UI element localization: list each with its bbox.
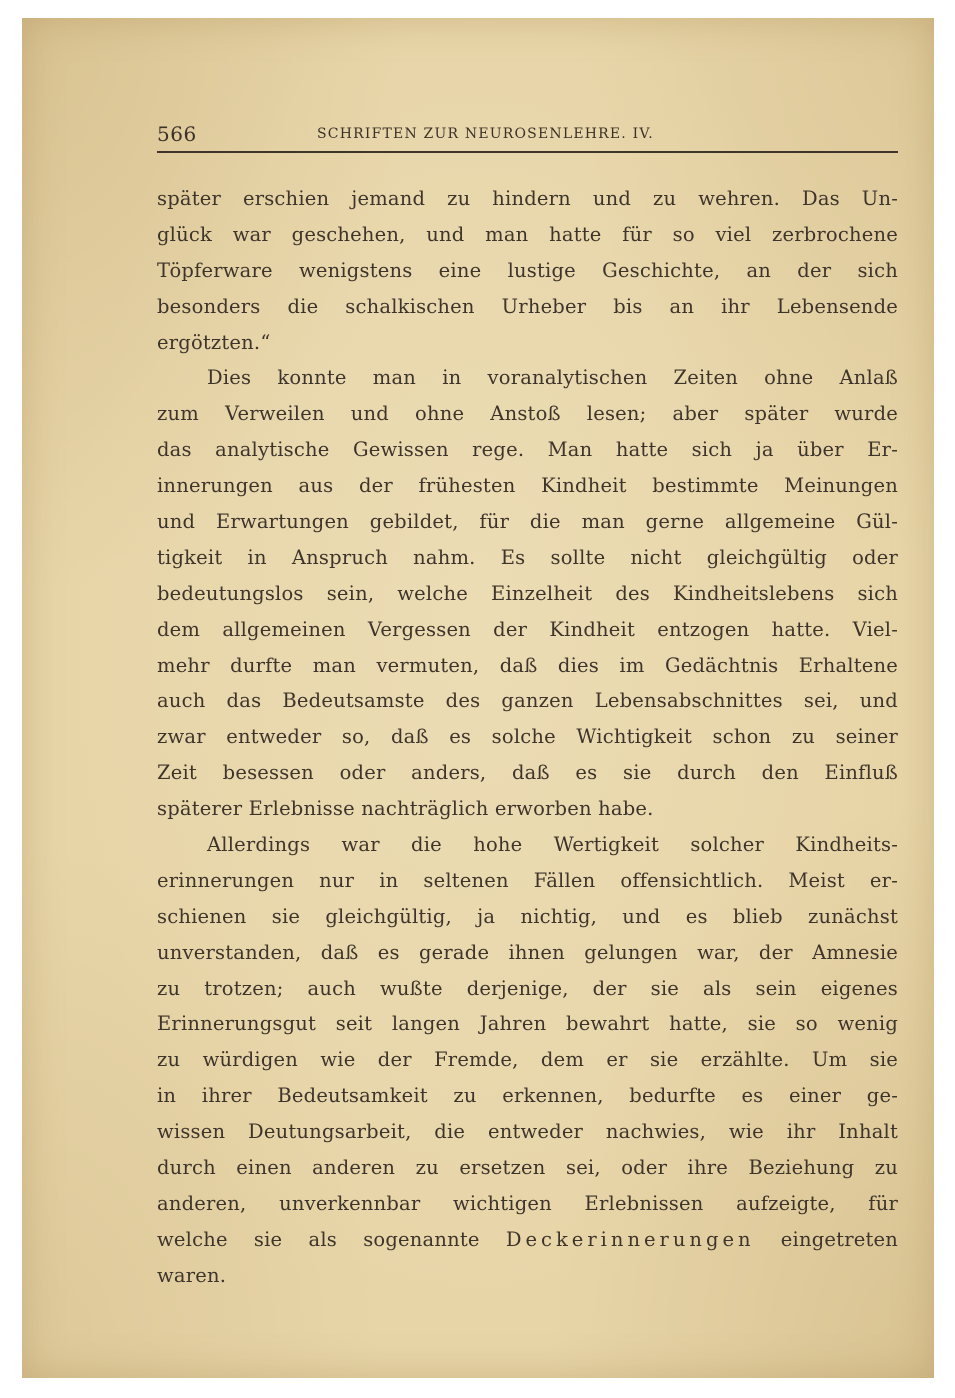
body-text — [157, 181, 898, 1294]
spaced-term: Deckerinnerungen — [505, 1227, 755, 1251]
header-rule — [157, 151, 898, 153]
text-fragment: eingetreten — [754, 1227, 898, 1251]
paragraph-1 — [157, 181, 898, 360]
text-line: waren. — [157, 1263, 227, 1287]
page-header — [157, 122, 897, 146]
text-line: zum Verweilen und ohne Anstoß lesen; aber später wurde — [157, 402, 898, 426]
page-number: 566 — [157, 122, 197, 146]
text-line: später erschien jemand zu hindern und zu wehren. Das Un- — [157, 187, 898, 210]
text-fragment: welche sie als sogenannte — [157, 1227, 506, 1251]
text-line: Zeit besessen oder anders, daß es sie durch den Einfluß — [157, 761, 898, 785]
text-line: anderen, unverkennbar wichtigen Erlebnissen aufzeigte, für — [157, 1191, 898, 1215]
text-line: auch das Bedeutsamste des ganzen Lebensabschnittes sei, und — [157, 689, 898, 713]
text-line: ergötzten.“ — [157, 330, 271, 354]
text-line: zwar entweder so, daß es solche Wichtigkeit schon zu seiner — [157, 725, 898, 749]
text-line: glück war geschehen, und man hatte für so viel zerbrochene — [157, 222, 898, 246]
text-line: und Erwartungen gebildet, für die man gerne allgemeine Gül- — [157, 510, 898, 534]
text-line: bedeutungslos sein, welche Einzelheit des Kindheitslebens sich — [157, 581, 898, 605]
text-line: erinnerungen nur in seltenen Fällen offensichtlich. Meist er- — [157, 868, 898, 892]
text-line: mehr durfte man vermuten, daß dies im Gedächtnis Erhaltene — [157, 653, 898, 677]
text-line: Erinnerungsgut seit langen Jahren bewahrt hatte, sie so wenig — [157, 1012, 898, 1036]
paragraph-3 — [157, 827, 898, 1294]
paragraph-2 — [157, 360, 898, 827]
text-line: tigkeit in Anspruch nahm. Es sollte nicht gleichgültig oder — [157, 545, 898, 569]
running-head: SCHRIFTEN ZUR NEUROSENLEHRE. IV. — [317, 126, 654, 142]
text-line: durch einen anderen zu ersetzen sei, oder ihre Beziehung zu — [157, 1156, 898, 1180]
text-line: Töpferware wenigstens eine lustige Geschichte, an der sich — [157, 258, 898, 282]
text-line: das analytische Gewissen rege. Man hatte sich ja über Er- — [157, 438, 898, 462]
text-line: Dies konnte man in voranalytischen Zeiten ohne Anlaß — [207, 366, 898, 390]
text-line: wissen Deutungsarbeit, die entweder nachwies, wie ihr Inhalt — [157, 1120, 898, 1144]
text-line: zu würdigen wie der Fremde, dem er sie erzählte. Um sie — [157, 1048, 898, 1072]
text-line: schienen sie gleichgültig, ja nichtig, und es blieb zunächst — [157, 904, 898, 928]
text-line: unverstanden, daß es gerade ihnen gelungen war, der Amnesie — [157, 940, 898, 964]
text-line — [157, 1222, 898, 1258]
text-line: zu trotzen; auch wußte derjenige, der sie als sein eigenes — [157, 976, 898, 1000]
text-line: innerungen aus der frühesten Kindheit bestimmte Meinungen — [157, 474, 898, 498]
text-line: späterer Erlebnisse nachträglich erworben habe. — [157, 797, 654, 821]
text-line: besonders die schalkischen Urheber bis an ihr Lebensende — [157, 294, 898, 318]
text-line: in ihrer Bedeutsamkeit zu erkennen, bedurfte es einer ge- — [157, 1084, 898, 1108]
text-line: dem allgemeinen Vergessen der Kindheit entzogen hatte. Viel- — [157, 617, 898, 641]
text-line: Allerdings war die hohe Wertigkeit solcher Kindheits- — [207, 833, 898, 857]
